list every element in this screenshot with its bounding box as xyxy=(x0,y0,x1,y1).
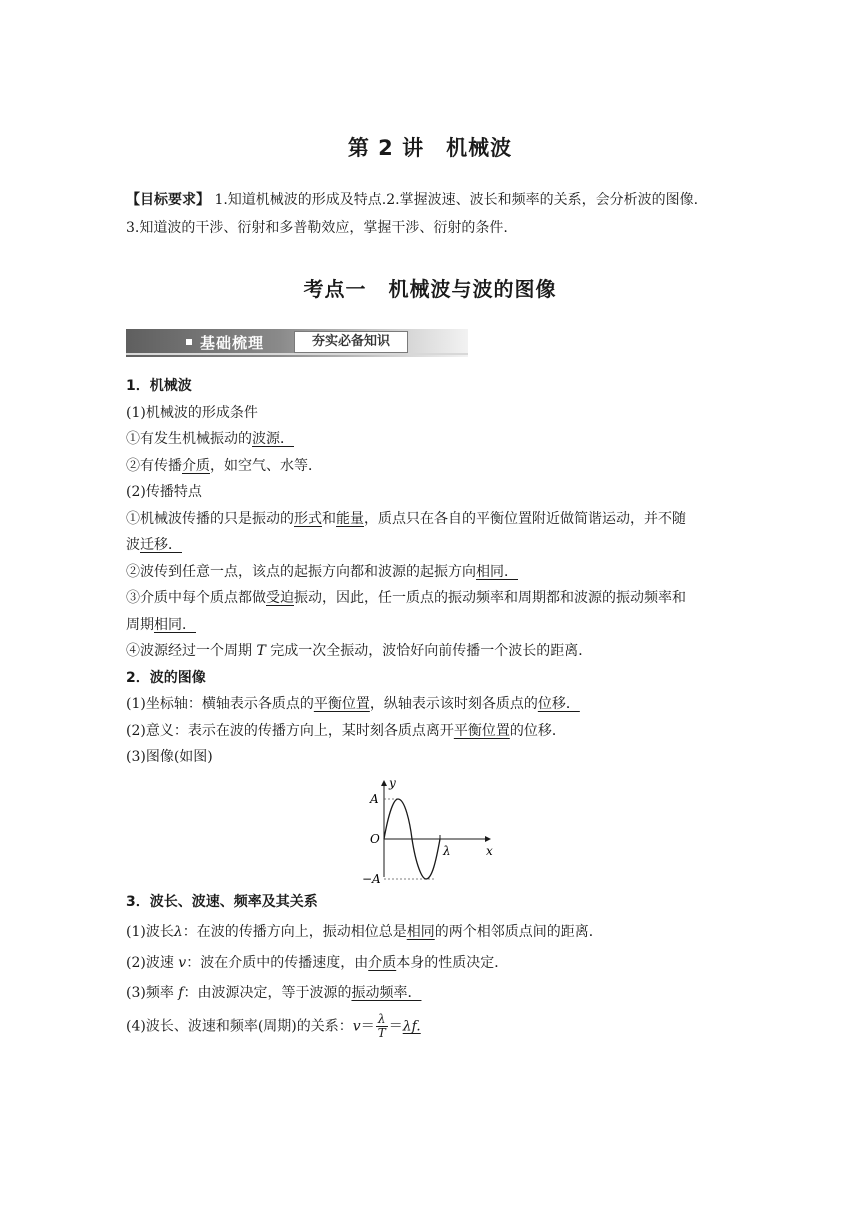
square-bullet-icon xyxy=(186,339,192,345)
blank-answer: 介质 xyxy=(368,954,397,971)
feature-3: ③介质中每个质点都做受迫振动，因此，任一质点的振动频率和周期都和波源的振动频率和 周期相同． xyxy=(126,590,686,633)
condition-2: ②有传播介质，如空气、水等． xyxy=(126,457,322,474)
blank-answer: 形式 xyxy=(294,510,322,527)
blank-answer: 迁移． xyxy=(140,537,182,553)
goals-line1: 1.知道机械波的形成及特点.2.掌握波速、波长和频率的关系，会分析波的图像. xyxy=(214,192,699,208)
lecture-number: 第 2 讲 xyxy=(347,136,425,160)
condition-1: ①有发生机械振动的波源． xyxy=(126,431,294,447)
blank-answer: 平衡位置 xyxy=(453,722,510,739)
wavelength-definition: (1)波长λ：在波的传播方向上，振动相位总是相同的两个相邻质点间的距离． xyxy=(126,924,603,940)
basics-banner xyxy=(126,329,468,357)
feature-2: ②波传到任意一点，该点的起振方向都和波源的起振方向相同． xyxy=(126,563,518,580)
heading-mechanical-wave: 1．机械波 xyxy=(126,378,192,394)
banner-box: 夯实必备知识 xyxy=(294,331,408,353)
label-origin: O xyxy=(370,831,380,846)
label-y: y xyxy=(389,775,396,790)
label-lambda: λ xyxy=(443,843,451,858)
wave-speed-definition: (2)波速 v：波在介质中的传播速度，由介质本身的性质决定． xyxy=(126,954,509,971)
goals-line2: 3.知道波的干涉、衍射和多普勒效应，掌握干涉、衍射的条件. xyxy=(126,220,508,236)
content-body xyxy=(126,373,738,1040)
blank-answer: λf. xyxy=(402,1018,421,1034)
heading-wave-graph: 2．波的图像 xyxy=(126,669,206,686)
subheading-propagation: (2)传播特点 xyxy=(126,484,202,500)
feature-1: ①机械波传播的只是振动的形式和能量，质点只在各自的平衡位置附近做简谐运动，并不随 波迁移． xyxy=(126,510,686,553)
graph-axes: (1)坐标轴：横轴表示各质点的平衡位置，纵轴表示该时刻各质点的位移． xyxy=(126,696,580,712)
graph-caption: (3)图像(如图) xyxy=(126,749,213,765)
section-number: 考点一 xyxy=(303,277,367,301)
blank-answer: 平衡位置 xyxy=(313,696,370,712)
blank-answer: 相同． xyxy=(476,563,518,580)
banner-underline xyxy=(126,353,468,355)
wave-figure xyxy=(126,775,738,883)
heading-relations: 3．波长、波速、频率及其关系 xyxy=(126,893,318,910)
label-x: x xyxy=(486,843,493,858)
blank-answer: 相同． xyxy=(154,616,196,633)
subheading-formation: (1)机械波的形成条件 xyxy=(126,404,258,421)
feature-4: ④波源经过一个周期 T 完成一次全振动，波恰好向前传播一个波长的距离． xyxy=(126,643,593,659)
label-neg-a: −A xyxy=(362,871,381,883)
frequency-definition: (3)频率 f：由波源决定，等于波源的振动频率． xyxy=(126,985,422,1001)
goals-paragraph xyxy=(126,186,738,242)
blank-answer: 振动频率． xyxy=(351,985,422,1001)
blank-answer: 位移． xyxy=(537,696,580,712)
blank-answer: 介质 xyxy=(182,457,210,474)
graph-meaning: (2)意义：表示在波的传播方向上，某时刻各质点离开平衡位置的位移． xyxy=(126,722,566,739)
section-topic: 机械波与波的图像 xyxy=(388,277,557,301)
goals-label: 【目标要求】 xyxy=(126,192,210,208)
lecture-topic: 机械波 xyxy=(446,136,513,160)
fraction: $\frac{\lambda}{T}$ xyxy=(377,1011,386,1040)
section-title xyxy=(0,273,860,302)
relation-formula: (4)波长、波速和频率(周期)的关系：v＝ $\frac{\lambda}{T}$ ＝λf. xyxy=(126,1011,421,1040)
lecture-title xyxy=(0,132,860,162)
blank-answer: 相同 xyxy=(406,924,435,940)
banner-label: 基础梳理 xyxy=(200,334,265,352)
blank-answer: 受迫 xyxy=(266,590,294,606)
blank-answer: 波源． xyxy=(252,431,294,447)
wave-graph xyxy=(358,775,498,883)
blank-answer: 能量 xyxy=(336,510,364,527)
label-a: A xyxy=(370,791,379,806)
